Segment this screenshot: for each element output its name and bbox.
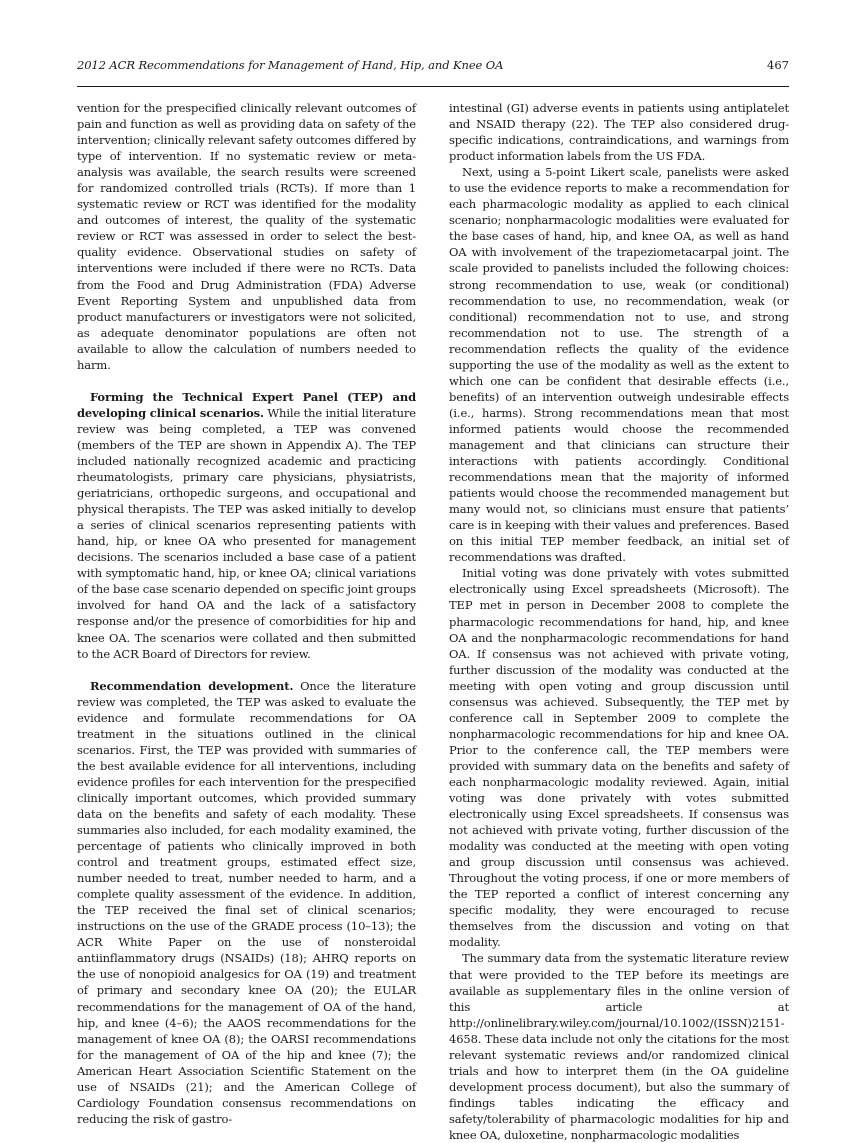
header-divider	[77, 86, 789, 87]
paragraph-methods-continued: vention for the prespecified clinically relevant outcomes of pain and function as well as providing data on safety of the intervention; clinically relevant safety outcomes differed by type of intervention. If no systematic review or meta-analysis was available, the search results were screened for randomized controlled trials (RCTs). If more than 1 systematic review or RCT was identified for the modality and outcomes of interest, the quality of the systematic review or RCT was assessed in order to select the best-quality evidence. Observational studies on safety of interventions were included if there were no RCTs. Data from the Food and Drug Administration (FDA) Adverse Event Reporting System and unpublished data from product manufacturers or investigators were not solicited, as adequate denominator populations are often not available to allow the calculation of numbers needed to harm.	[77, 101, 416, 372]
journal-title: 2012 ACR Recommendations for Management of Hand, Hip, and Knee OA	[77, 58, 504, 72]
page-number: 467	[767, 58, 789, 72]
section-recommendation-development	[77, 678, 416, 1127]
paragraph-initial-voting: Initial voting was done privately with votes submitted electronically using Excel spreadsheets (Microsoft). The TEP met in person in December 2008 to complete the pharmacologic recommendations for hand, hip, and knee OA and the nonpharmacologic recommendations for hand OA. If consensus was not achieved with private voting, further discussion of the modality was conducted at the meeting with open voting and group discussion until consensus was achieved. Subsequently, the TEP met by conference call in September 2009 to complete the nonpharmacologic recommendations for hip and knee OA. Prior to the conference call, the TEP members were provided with summary data on the benefits and safety of each nonpharmacologic modality reviewed. Again, initial voting was done privately with votes submitted electronically using Excel spreadsheets. If consensus was not achieved with private voting, further discussion of the modality was conducted at the meeting with open voting and group discussion until consensus was achieved. Throughout the voting process, if one or more members of the TEP reported a conflict of interest concerning any specific modality, they were encouraged to recuse themselves from the discussion and voting on that modality.	[449, 566, 789, 950]
running-header	[77, 58, 789, 76]
paragraph-likert-scale: Next, using a 5-point Likert scale, panelists were asked to use the evidence reports to make a recommendation for each pharmacologic modality as applied to each clinical scenario; nonpharmacologic modalities were evaluated for the base cases of hand, hip, and knee OA, as well as hand OA with involvement of the trapeziometacarpal joint. The scale provided to panelists included the following choices: strong recommendation to use, weak (or conditional) recommendation to use, no recommendation, weak (or conditional) recommendation not to use, and strong recommendation not to use. The strength of a recommendation reflects the quality of the evidence supporting the use of the modality as well as the extent to which one can be confident that desirable effects (i.e., benefits) of an intervention outweigh undesirable effects (i.e., harms). Strong recommendations mean that most informed patients would choose the recommended management and that clinicians can structure their interactions with patients accordingly. Conditional recommendations mean that the majority of informed patients would choose the recommended management but many would not, so clinicians must ensure that patients’ care is in keeping with their values and preferences. Based on this initial TEP member feedback, an initial set of recommendations was drafted.	[449, 165, 789, 565]
section-heading-forming-tep: Forming the Technical Expert Panel (TEP) and developing clinical scenarios.	[77, 389, 416, 420]
section-body-recommendation-development: Once the literature review was completed, the TEP was asked to evaluate the evidence and formulate recommendations for OA treatment in the situations outlined in the clinical scenarios. First, the TEP was provided with summaries of the best available evidence for all interventions, including evidence profiles for each intervention for the prespecified clinically important outcomes, which provided summary data on the benefits and safety of each modality. These summaries also included, for each modality examined, the percentage of patients who clinically improved in both control and treatment groups, estimated effect size, number needed to treat, number needed to harm, and a complete quality assessment of the evidence. In addition, the TEP received the final set of clinical scenarios; instructions on the use of the GRADE process (10–13); the ACR White Paper on the use of nonsteroidal antiinflammatory drugs (NSAIDs) (18); AHRQ reports on the use of nonopioid analgesics for OA (19) and treatment of primary and secondary knee OA (20); the EULAR recommendations for the management of OA of the hand, hip, and knee (4–6); the AAOS recommendations for the management of knee OA (8); the OARSI recommendations for the management of OA of the hip and knee (7); the American Heart Association Scientific Statement on the use of NSAIDs (21); and the American College of Cardiology Foundation consensus recommendations on reducing the risk of gastro-	[77, 678, 416, 1126]
section-forming-tep	[77, 389, 416, 662]
right-column	[449, 100, 789, 1143]
paragraph-summary-data: The summary data from the systematic literature review that were provided to the TEP before its meetings are available as supplementary files in the online version of this article at http://onlinelibrary.wiley.com/journal/10.1002/(ISSN)2151-4658. These data include not only the citations for the most relevant systematic reviews and/or randomized clinical trials and how to interpret them (in the OA guideline development process document), but also the summary of findings tables indicating the efficacy and safety/tolerability of pharmacologic modalities for hip and knee OA, duloxetine, nonpharmacologic modalities	[449, 951, 789, 1142]
section-body-forming-tep: While the initial literature review was being completed, a TEP was convened (members of the TEP are shown in Appendix A). The TEP included nationally recognized academic and practicing rheumatologists, primary care physicians, physiatrists, geriatricians, orthopedic surgeons, and occupational and physical therapists. The TEP was asked initially to develop a series of clinical scenarios representing patients with hand, hip, or knee OA who presented for management decisions. The scenarios included a base case of a patient with symptomatic hand, hip, or knee OA; clinical variations of the base case scenario depended on specific joint groups involved for hand OA and the lack of a satisfactory response and/or the presence of comorbidities for hip and knee OA. The scenarios were collated and then submitted to the ACR Board of Directors for review.	[77, 405, 416, 661]
paragraph-gi-events: intestinal (GI) adverse events in patients using antiplatelet and NSAID therapy (22). The TEP also considered drug-specific indications, contraindications, and warnings from product information labels from the US FDA.	[449, 101, 789, 164]
left-column	[77, 100, 416, 1127]
section-heading-recommendation-development: Recommendation development.	[90, 678, 294, 693]
